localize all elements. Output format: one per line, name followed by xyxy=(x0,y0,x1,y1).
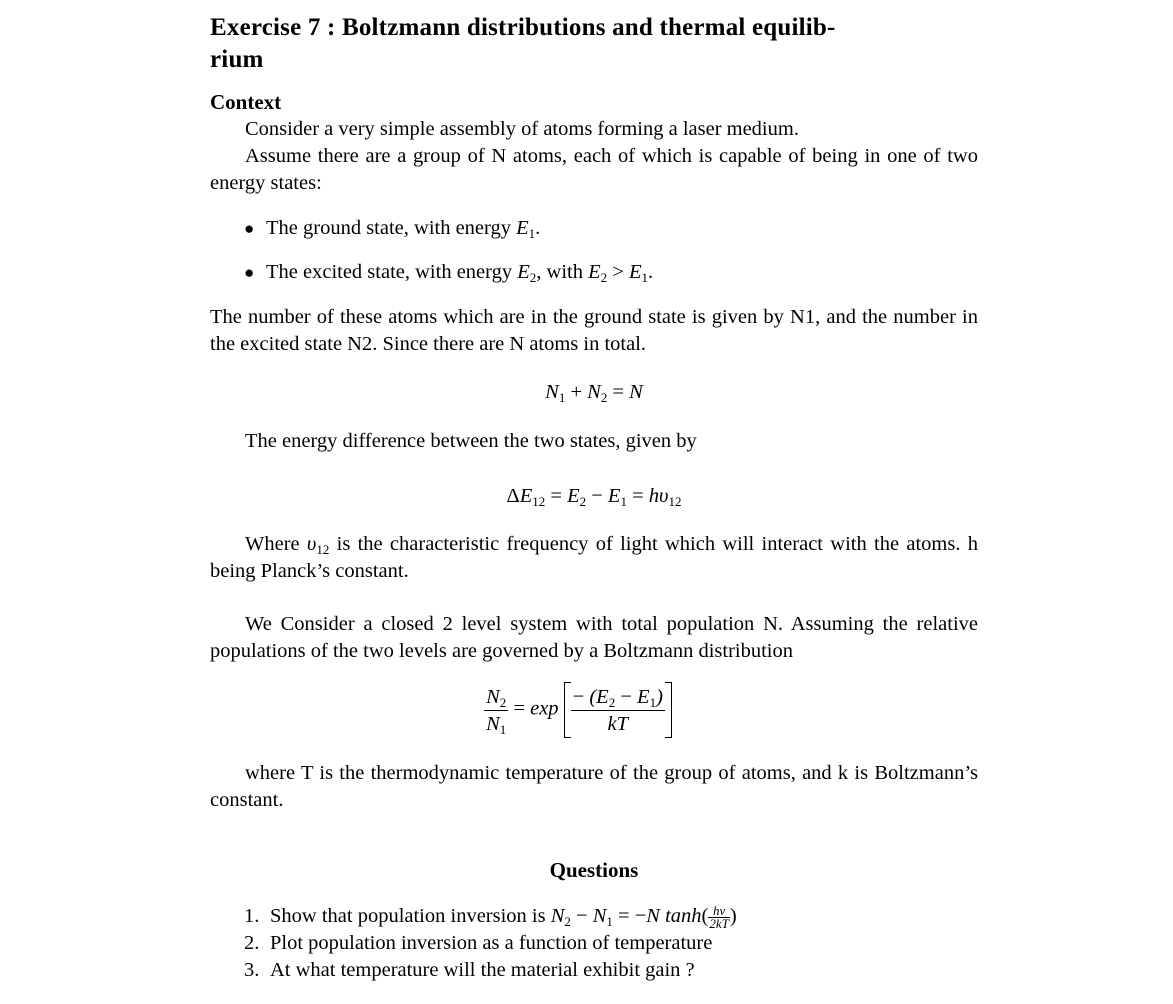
context-paragraph-3: The number of these atoms which are in the ground state is given by N1, and the number in the excited state N2. Since there are N atoms in total. xyxy=(210,306,978,355)
math-inversion: $N_2 - N_1 = -N$ tanh( $\frac{h\nu}{2kT}$ ) xyxy=(550,902,737,931)
bullet-ground-state: ● The ground state, with energy $E_1$. xyxy=(244,217,541,241)
context-paragraph-5: Where $\upsilon_{12}$ is the characteristic frequency of light which will interact with the atoms. h being Planck’s constant. xyxy=(210,533,979,582)
title-line-1: Exercise 7 : Boltzmann distributions and thermal equilib- xyxy=(210,14,836,41)
bullet-text: The ground state, with energy xyxy=(266,217,517,239)
math-e2: $E_2$ xyxy=(517,261,537,285)
right-bracket xyxy=(665,682,672,738)
context-paragraph-1: Consider a very simple assembly of atoms forming a laser medium. xyxy=(245,118,799,140)
math-e1: $E_1$ xyxy=(516,217,536,241)
bullet-excited-state: ● The excited state, with energy $E_2$, with $E_2 > E_1$. xyxy=(244,261,654,285)
exponent-fraction: $\frac{- (E_2 - E_1)}{kT}$ xyxy=(572,685,663,735)
context-paragraph-7: where T is the thermodynamic temperature of the group of atoms, and k is Boltzmann’s constant. xyxy=(210,762,978,811)
context-paragraph-2: Assume there are a group of N atoms, each of which is capable of being in one of two energy states: xyxy=(210,145,978,194)
questions-heading: Questions xyxy=(549,858,639,882)
bullet-icon: ● xyxy=(244,263,255,282)
bullet-icon: ● xyxy=(244,219,255,238)
context-paragraph-6: We Consider a closed 2 level system with total population N. Assuming the relative populations of the two levels are governed by a Boltzmann distribution xyxy=(210,613,978,662)
question-item-2: 2. Plot population inversion as a function of temperature xyxy=(244,932,713,954)
math-inequality: $E_2 > E_1$ xyxy=(588,261,648,285)
context-paragraph-4: The energy difference between the two states, given by xyxy=(245,430,697,452)
equation-energy-difference: $\Delta E_{12} = E_2 - E_1 = h\upsilon_{12}$ xyxy=(506,485,682,509)
exercise-title xyxy=(210,12,978,76)
title-line-2: rium xyxy=(210,46,264,73)
questions-list xyxy=(244,903,984,984)
equation-boltzmann: $\frac{N_2}{N_1}$ = exp $\frac{- (E_2 - E_1)}{kT}$ xyxy=(194,682,962,738)
question-item-1: 1. Show that population inversion is $N_2 - N_1 = -N$ tanh( $\frac{h\nu}{2kT}$ ) xyxy=(244,902,737,931)
bullet-text: The excited state, with energy xyxy=(266,261,518,283)
math-frequency: $\upsilon_{12}$ xyxy=(306,533,330,557)
question-item-3: 3. At what temperature will the material exhibit gain ? xyxy=(244,959,695,981)
context-heading: Context xyxy=(210,90,282,114)
ratio-fraction: $\frac{N_2}{N_1}$ xyxy=(486,685,507,737)
equation-population-sum: $N_1 + N_2 = N$ xyxy=(545,381,643,405)
left-bracket xyxy=(564,682,571,738)
